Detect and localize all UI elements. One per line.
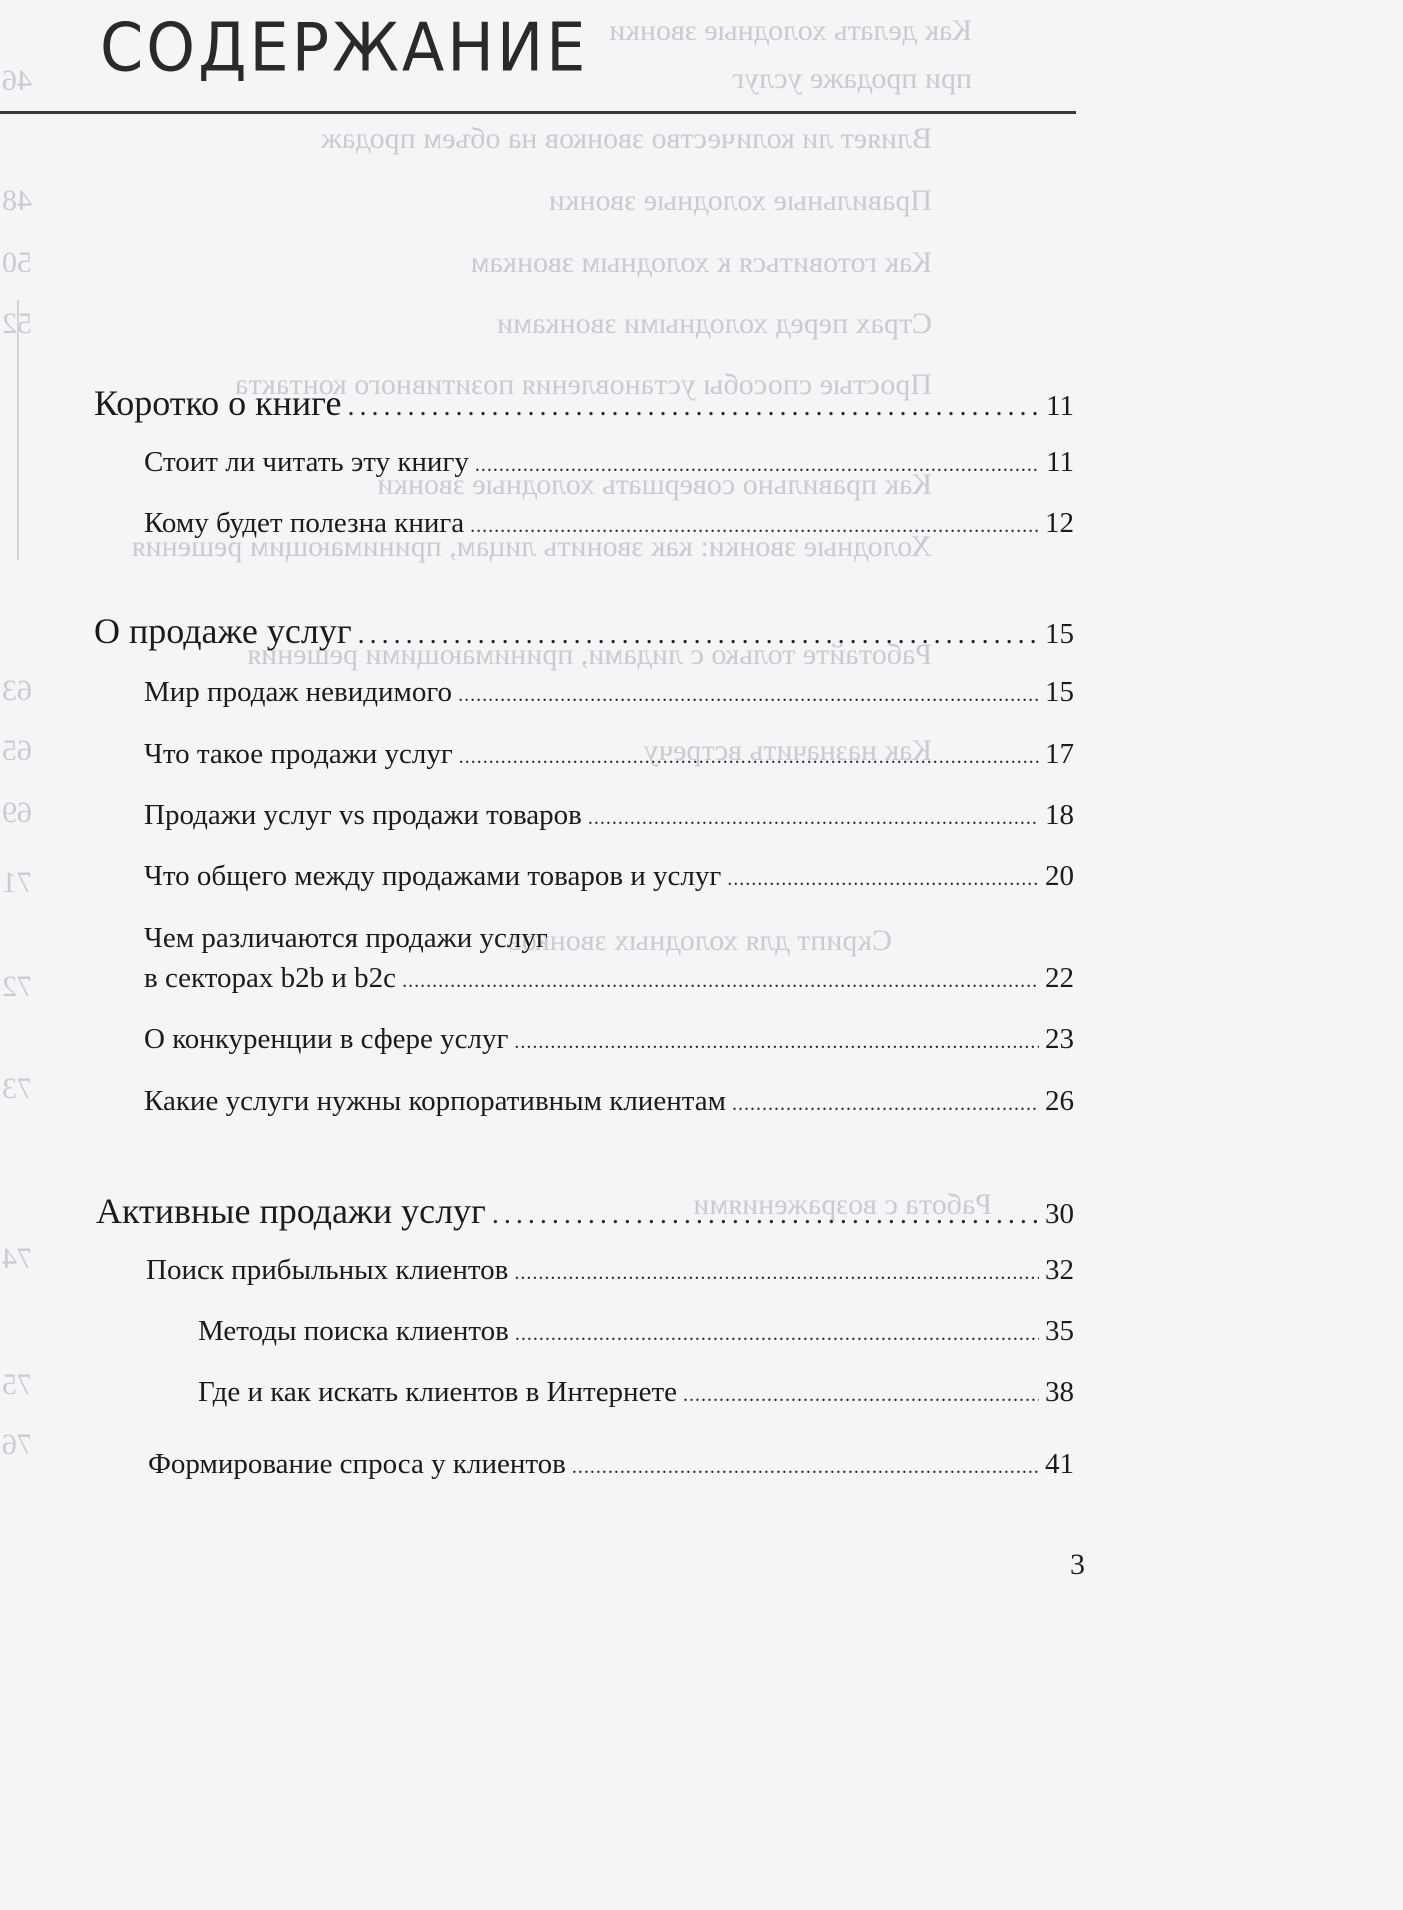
toc-entry	[144, 676, 1074, 709]
ghost-page: 63	[2, 674, 32, 707]
toc-page: 26	[1045, 1085, 1074, 1117]
ghost-line: Страх перед холодными звонками	[497, 307, 932, 340]
toc-entry	[144, 446, 1074, 479]
ghost-line: Простые способы установления позитивного контакта	[234, 368, 932, 401]
toc-page: 15	[1045, 676, 1074, 708]
ghost-page: 52	[2, 307, 32, 340]
toc-leader	[683, 1384, 1039, 1407]
toc-leader	[458, 684, 1039, 707]
toc-leader	[402, 970, 1039, 993]
toc-label: О конкуренции в сфере услуг	[144, 1023, 509, 1055]
toc-entry	[144, 1023, 1074, 1056]
toc-leader	[514, 1262, 1039, 1285]
toc-label: О продаже услуг	[94, 611, 352, 651]
toc-page: 22	[1045, 962, 1074, 994]
toc-page: 41	[1045, 1448, 1074, 1480]
title-divider	[0, 111, 1076, 114]
toc-page: 23	[1045, 1023, 1074, 1055]
toc-entry	[144, 962, 1074, 995]
toc-section	[94, 382, 1074, 424]
toc-entry	[144, 799, 1074, 832]
ghost-line: Работайте только с лидами, принимающими решения	[247, 638, 932, 671]
toc-label: Стоит ли читать эту книгу	[144, 446, 469, 478]
toc-entry	[148, 1448, 1074, 1481]
toc-page: 11	[1046, 446, 1074, 478]
ghost-page: 71	[2, 866, 32, 899]
toc-entry	[198, 1315, 1074, 1348]
toc-page: 32	[1045, 1254, 1074, 1286]
toc-leader	[358, 619, 1039, 651]
ghost-page: 69	[2, 796, 32, 829]
ghost-page: 46	[2, 64, 32, 97]
ghost-line: Как назначить встречу	[643, 734, 932, 767]
toc-section	[94, 610, 1074, 652]
toc-label: Активные продажи услуг	[96, 1191, 486, 1231]
toc-page: 17	[1045, 738, 1074, 770]
toc-entry	[144, 738, 1074, 771]
toc-entry	[198, 1376, 1074, 1409]
toc-page: 12	[1045, 507, 1074, 539]
ghost-line: Работа с возражениями	[693, 1188, 992, 1221]
toc-label: Методы поиска клиентов	[198, 1315, 509, 1347]
toc-entry	[144, 507, 1074, 540]
ghost-line: Как правильно совершать холодные звонки	[377, 468, 932, 501]
toc-section	[96, 1190, 1074, 1232]
ghost-page: 72	[2, 970, 32, 1003]
ghost-line: Как готовиться к холодным звонкам	[470, 246, 932, 279]
toc-label-line1: Чем различаются продажи услуг	[144, 922, 548, 954]
ghost-page: 65	[2, 734, 32, 767]
ghost-line: Холодные звонки: как звонить лицам, принимающим решения	[131, 530, 932, 563]
ghost-line: Правильные холодные звонки	[548, 184, 932, 217]
toc-label: Что общего между продажами товаров и услуг	[144, 860, 722, 892]
toc-label: Поиск прибыльных клиентов	[146, 1254, 509, 1286]
toc-page: 38	[1045, 1376, 1074, 1408]
toc-page: 18	[1045, 799, 1074, 831]
ghost-line: при продаже услуг	[731, 62, 972, 95]
toc-leader	[572, 1456, 1039, 1479]
toc-label: Мир продаж невидимого	[144, 676, 453, 708]
toc-leader	[347, 391, 1040, 423]
toc-entry	[144, 860, 1074, 893]
toc-label: Продажи услуг vs продажи товаров	[144, 799, 582, 831]
toc-page: 30	[1045, 1198, 1074, 1230]
page-number: 3	[1070, 1548, 1085, 1581]
toc-label: Где и как искать клиентов в Интернете	[198, 1376, 677, 1408]
toc-leader	[515, 1323, 1039, 1346]
toc-leader	[588, 807, 1039, 830]
toc-leader	[475, 454, 1040, 477]
toc-leader	[732, 1093, 1039, 1116]
toc-label: в секторах b2b и b2c	[144, 962, 397, 994]
toc-leader	[459, 746, 1039, 769]
toc-label: Что такое продажи услуг	[144, 738, 453, 770]
toc-leader	[514, 1031, 1039, 1054]
ghost-page: 74	[2, 1242, 32, 1275]
ghost-page: 76	[2, 1428, 32, 1461]
toc-page: 20	[1045, 860, 1074, 892]
toc-entry	[146, 1254, 1074, 1287]
page-title: СОДЕРЖАНИЕ	[100, 8, 589, 87]
toc-leader	[492, 1199, 1039, 1231]
ghost-line: Влияет ли количество звонков на объем продаж	[321, 122, 932, 155]
toc-leader	[727, 868, 1039, 891]
ghost-page: 75	[2, 1368, 32, 1401]
ghost-page: 50	[2, 246, 32, 279]
ghost-line: Как делать холодные звонки	[609, 14, 972, 47]
toc-leader	[470, 515, 1039, 538]
ghost-page: 48	[2, 184, 32, 217]
toc-page: 15	[1045, 618, 1074, 650]
toc-label: Кому будет полезна книга	[144, 507, 465, 539]
toc-label: Какие услуги нужны корпоративным клиентам	[144, 1085, 726, 1117]
ghost-page: 73	[2, 1072, 32, 1105]
toc-label: Коротко о книге	[94, 383, 342, 423]
toc-entry	[144, 1085, 1074, 1118]
ghost-line: Скрипт для холодных звонков	[507, 924, 892, 957]
toc-label: Формирование спроса у клиентов	[148, 1448, 566, 1480]
toc-page: 11	[1046, 390, 1074, 422]
toc-page: 35	[1045, 1315, 1074, 1347]
